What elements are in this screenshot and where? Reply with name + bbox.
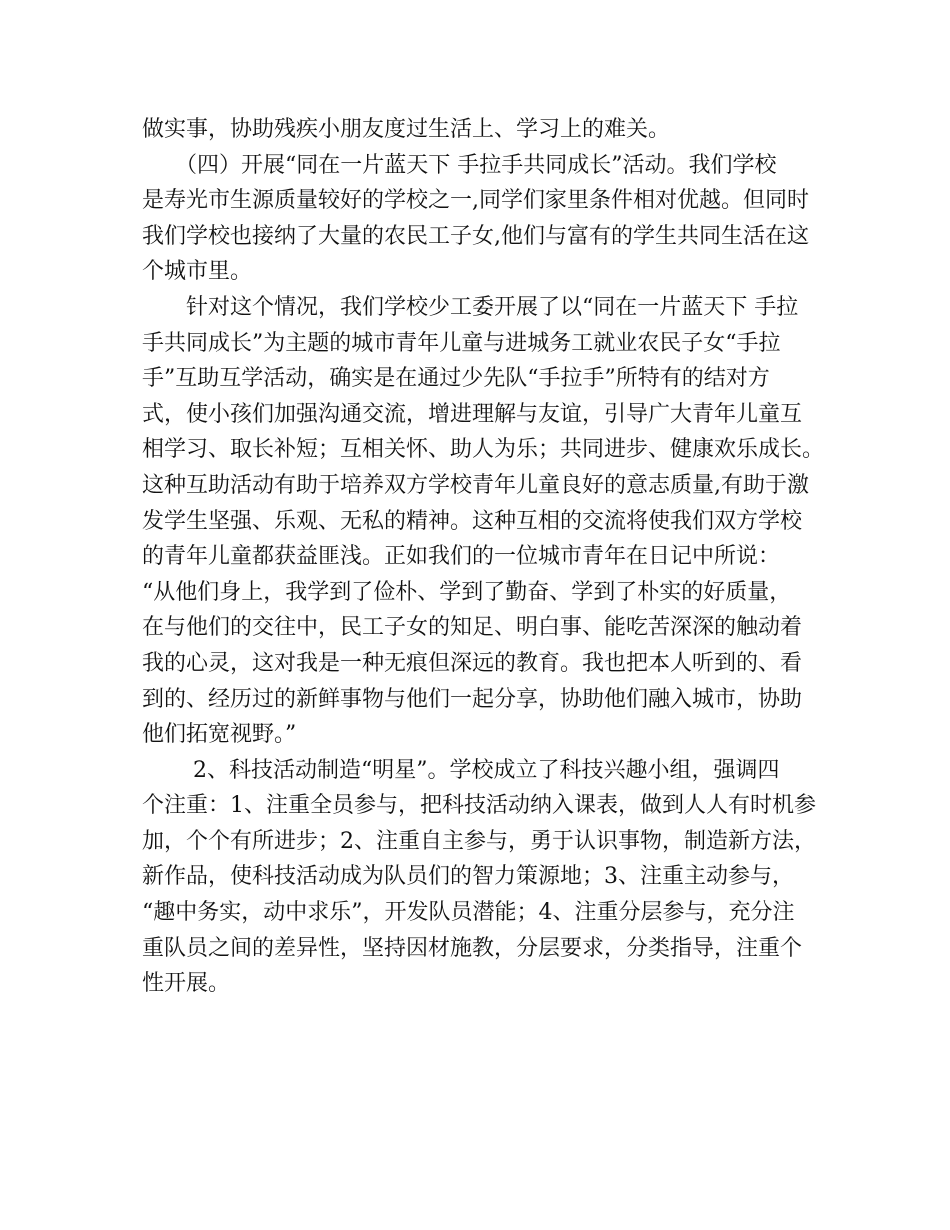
text-line: 我的心灵，这对我是一种无痕但深远的教育。我也把本人听到的、看 bbox=[142, 650, 803, 676]
text-line: 针对这个情况，我们学校少工委开展了以“同在一片蓝天下 手拉 bbox=[142, 294, 799, 320]
text-line: 个城市里。 bbox=[142, 259, 253, 285]
text-line: 2、科技活动制造“明星”。学校成立了科技兴趣小组，强调四 bbox=[142, 757, 780, 783]
text-line: 在与他们的交往中，民工子女的知足、明白事、能吃苦深深的触动着 bbox=[142, 615, 803, 641]
text-line: 重队员之间的差异性，坚持因材施教，分层要求，分类指导，注重个 bbox=[142, 935, 803, 961]
text-line: 式，使小孩们加强沟通交流，增进理解与友谊，引导广大青年儿童互 bbox=[142, 401, 803, 427]
text-line: 发学生坚强、乐观、无私的精神。这种互相的交流将使我们双方学校 bbox=[142, 508, 803, 534]
text-line: 性开展。 bbox=[142, 971, 231, 997]
text-line: 手”互助互学活动，确实是在通过少先队“手拉手”所特有的结对方 bbox=[142, 366, 770, 392]
text-line: 加，个个有所进步；2、注重自主参与，勇于认识事物，制造新方法， bbox=[142, 828, 816, 854]
text-line: 手共同成长”为主题的城市青年儿童与进城务工就业农民子女“手拉 bbox=[142, 330, 781, 356]
text-line: 相学习、取长补短；互相关怀、助人为乐；共同进步、健康欢乐成长。 bbox=[142, 437, 825, 463]
text-line: 他们拓宽视野。” bbox=[142, 722, 297, 748]
text-line: 到的、经历过的新鲜事物与他们一起分享，协助他们融入城市，协助 bbox=[142, 686, 803, 712]
text-line: “从他们身上，我学到了俭朴、学到了勤奋、学到了朴实的好质量， bbox=[142, 579, 792, 605]
text-line: “趣中务实，动中求乐”，开发队员潜能；4、注重分层参与，充分注 bbox=[142, 900, 795, 926]
text-line: 这种互助活动有助于培养双方学校青年儿童良好的意志质量,有助于激 bbox=[142, 472, 809, 498]
text-line: （四）开展“同在一片蓝天下 手拉手共同成长”活动。我们学校 bbox=[142, 152, 777, 178]
text-line: 是寿光市生源质量较好的学校之一,同学们家里条件相对优越。但同时 bbox=[142, 188, 809, 214]
body-text bbox=[142, 112, 842, 1002]
text-line: 新作品，使科技活动成为队员们的智力策源地；3、注重主动参与， bbox=[142, 864, 794, 890]
text-line: 的青年儿童都获益匪浅。正如我们的一位城市青年在日记中所说： bbox=[142, 544, 781, 570]
text-line: 我们学校也接纳了大量的农民工子女,他们与富有的学生共同生活在这 bbox=[142, 223, 809, 249]
text-line: 做实事，协助残疾小朋友度过生活上、学习上的难关。 bbox=[142, 117, 671, 142]
text-line: 个注重：1、注重全员参与，把科技活动纳入课表，做到人人有时机参 bbox=[142, 793, 816, 819]
